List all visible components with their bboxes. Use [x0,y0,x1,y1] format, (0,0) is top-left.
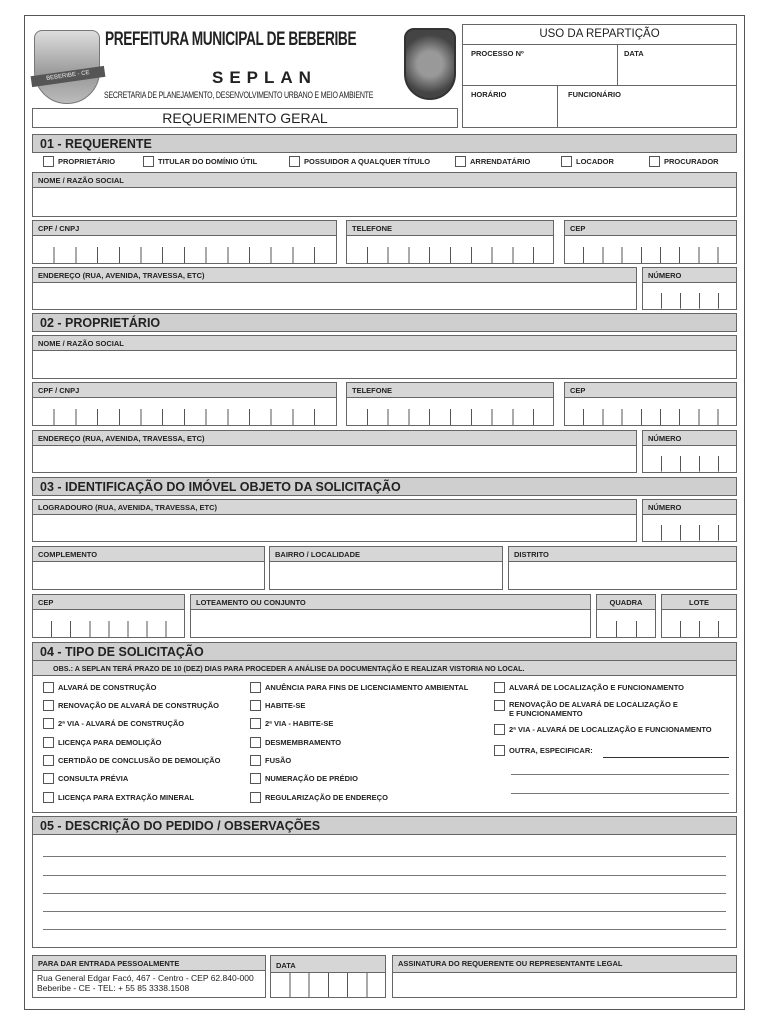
horario-field[interactable]: HORÁRIO [463,86,558,127]
address-line-1: Rua General Edgar Facó, 467 - Centro - CEP 62.840-000 [37,973,254,983]
checkbox-icon[interactable] [561,156,572,167]
s3-complemento-label: COMPLEMENTO [32,546,265,562]
opt-fusao[interactable] [250,755,291,766]
s3-numero-input[interactable] [642,515,737,542]
checkbox-label: ARRENDATÁRIO [470,157,531,166]
checkbox-icon[interactable] [250,792,261,803]
checkbox-icon[interactable] [494,682,505,693]
checkbox-titular[interactable] [143,156,257,167]
checkbox-icon[interactable] [143,156,154,167]
descricao-line [43,856,726,857]
checkbox-icon[interactable] [43,682,54,693]
state-coat-of-arms [404,28,456,100]
checkbox-label: HABITE-SE [265,701,306,710]
s3-quadra-label: QUADRA [596,594,656,610]
checkbox-icon[interactable] [43,156,54,167]
checkbox-icon[interactable] [43,737,54,748]
s2-endereco-input[interactable] [32,446,637,473]
outra-specify-line-2[interactable] [511,774,729,775]
header-org: SEPLAN [212,68,317,87]
entrada-label: PARA DAR ENTRADA PESSOALMENTE [32,955,266,971]
checkbox-label: NUMERAÇÃO DE PRÉDIO [265,774,358,783]
checkbox-label-line2: E FUNCIONAMENTO [509,709,583,718]
s1-endereco-label: ENDEREÇO (RUA, AVENIDA, TRAVESSA, ETC) [32,267,637,283]
descricao-line [43,875,726,876]
checkbox-label: CONSULTA PRÉVIA [58,774,129,783]
checkbox-proprietario[interactable] [43,156,115,167]
checkbox-label: ANUÊNCIA PARA FINS DE LICENCIAMENTO AMBIENTAL [265,683,469,692]
s3-complemento-input[interactable] [32,562,265,590]
s3-logradouro-input[interactable] [32,515,637,542]
s3-logradouro-label: LOGRADOURO (RUA, AVENIDA, TRAVESSA, ETC) [32,499,637,515]
outra-specify-line-1[interactable] [603,757,729,758]
checkbox-label: OUTRA, ESPECIFICAR: [509,746,593,755]
s2-nome-label: NOME / RAZÃO SOCIAL [32,335,737,351]
checkbox-label: DESMEMBRAMENTO [265,738,342,747]
checkbox-icon[interactable] [289,156,300,167]
opt-outra[interactable] [494,745,593,756]
s1-cpf-label: CPF / CNPJ [32,220,337,236]
opt-alvara-localizacao[interactable] [494,682,684,693]
checkbox-icon[interactable] [494,745,505,756]
opt-habite-se[interactable] [250,700,305,711]
checkbox-icon[interactable] [250,737,261,748]
checkbox-label: TITULAR DO DOMÍNIO ÚTIL [158,157,258,166]
office-data-field[interactable]: DATA [618,45,736,86]
checkbox-icon[interactable] [43,718,54,729]
funcionario-field[interactable]: FUNCIONÁRIO [568,90,621,99]
checkbox-label: PROCURADOR [664,157,719,166]
checkbox-icon[interactable] [43,792,54,803]
s1-nome-input[interactable] [32,188,737,217]
office-use-title: USO DA REPARTIÇÃO [463,25,736,45]
s1-cep-label: CEP [564,220,737,236]
checkbox-label: RENOVAÇÃO DE ALVARÁ DE CONSTRUÇÃO [58,701,219,710]
s3-lote-label: LOTE [661,594,737,610]
logo-ribbon: BEBERIBE - CE [31,66,106,87]
section-requerente-header: 01 - REQUERENTE [32,134,737,153]
opt-anuencia-ambiental[interactable] [250,682,468,693]
s4-obs: OBS.: A SEPLAN TERÁ PRAZO DE 10 (DEZ) DIAS PARA PROCEDER A ANÁLISE DA DOCUMENTAÇÃO E REALIZAR VISTORIA NO LOCAL. [32,660,737,676]
assinatura-label: ASSINATURA DO REQUERENTE OU REPRESENTANTE LEGAL [392,955,737,973]
opt-renovacao-alvara-localizacao[interactable] [494,700,678,718]
entrada-address [32,971,266,998]
section-imovel-header: 03 - IDENTIFICAÇÃO DO IMÓVEL OBJETO DA SOLICITAÇÃO [32,477,737,496]
checkbox-label: 2ª VIA - ALVARÁ DE CONSTRUÇÃO [58,719,185,728]
opt-2via-habite-se[interactable] [250,718,333,729]
processo-field[interactable]: PROCESSO Nº [463,45,618,86]
checkbox-label [509,700,678,718]
descricao-line [43,893,726,894]
checkbox-icon[interactable] [649,156,660,167]
opt-regularizacao-endereco[interactable] [250,792,388,803]
s1-cep-input[interactable] [564,236,737,264]
checkbox-label: REGULARIZAÇÃO DE ENDEREÇO [265,793,388,802]
opt-certidao-demolicao[interactable] [43,755,221,766]
opt-2via-alvara-construcao[interactable] [43,718,184,729]
checkbox-icon[interactable] [43,700,54,711]
s3-distrito-input[interactable] [508,562,737,590]
footer-data-input[interactable] [270,973,386,998]
opt-consulta-previa[interactable] [43,773,128,784]
opt-numeracao-predio[interactable] [250,773,358,784]
s3-quadra-input[interactable] [596,610,656,638]
s2-cpf-input[interactable] [32,398,337,426]
section-descricao-header: 05 - DESCRIÇÃO DO PEDIDO / OBSERVAÇÕES [32,816,737,835]
s3-loteamento-label: LOTEAMENTO OU CONJUNTO [190,594,591,610]
descricao-area[interactable] [32,835,737,948]
form-title: REQUERIMENTO GERAL [162,110,328,126]
checkbox-possuidor[interactable] [289,156,430,167]
header-title: PREFEITURA MUNICIPAL DE BEBERIBE [105,29,357,50]
s1-telefone-input[interactable] [346,236,554,264]
section-tipo-header: 04 - TIPO DE SOLICITAÇÃO [32,642,737,661]
s3-lote-input[interactable] [661,610,737,638]
checkbox-label: 2ª VIA - ALVARÁ DE LOCALIZAÇÃO E FUNCIONAMENTO [509,725,712,734]
s1-cpf-input[interactable] [32,236,337,264]
s2-telefone-label: TELEFONE [346,382,554,398]
s3-bairro-input[interactable] [269,562,503,590]
footer-data-label: DATA [270,955,386,973]
checkbox-label: PROPRIETÁRIO [58,157,116,166]
checkbox-icon[interactable] [250,682,261,693]
checkbox-icon[interactable] [455,156,466,167]
s2-telefone-input[interactable] [346,398,554,426]
section-proprietario-header: 02 - PROPRIETÁRIO [32,313,737,332]
checkbox-label: POSSUIDOR A QUALQUER TÍTULO [304,157,431,166]
checkbox-icon[interactable] [494,700,505,711]
s3-numero-label: NÚMERO [642,499,737,515]
s2-endereco-label: ENDEREÇO (RUA, AVENIDA, TRAVESSA, ETC) [32,430,637,446]
s3-distrito-label: DISTRITO [508,546,737,562]
s2-nome-input[interactable] [32,351,737,379]
checkbox-icon[interactable] [250,755,261,766]
checkbox-label: LICENÇA PARA EXTRAÇÃO MINERAL [58,793,194,802]
header-org-full: SECRETARIA DE PLANEJAMENTO, DESENVOLVIMENTO URBANO E MEIO AMBIENTE [104,90,374,101]
s2-numero-input[interactable] [642,446,737,473]
opt-2via-alvara-localizacao[interactable] [494,724,712,735]
office-use-box [462,24,737,128]
s3-loteamento-input[interactable] [190,610,591,638]
checkbox-label: 2ª VIA - HABITE-SE [265,719,334,728]
checkbox-procurador[interactable] [649,156,719,167]
checkbox-icon[interactable] [43,773,54,784]
checkbox-icon[interactable] [43,755,54,766]
s3-cep-label: CEP [32,594,185,610]
checkbox-label: ALVARÁ DE LOCALIZAÇÃO E FUNCIONAMENTO [509,683,684,692]
checkbox-locador[interactable] [561,156,614,167]
s2-numero-label: NÚMERO [642,430,737,446]
municipal-logo [34,30,100,104]
address-line-2: Beberibe - CE - TEL: + 55 85 3338.1508 [37,983,190,993]
s1-telefone-label: TELEFONE [346,220,554,236]
checkbox-label: LOCADOR [576,157,614,166]
assinatura-field[interactable] [392,973,737,998]
s2-cep-input[interactable] [564,398,737,426]
s1-numero-input[interactable] [642,283,737,310]
descricao-line [43,929,726,930]
checkbox-label: FUSÃO [265,756,292,765]
outra-specify-line-3[interactable] [511,793,729,794]
s2-cep-label: CEP [564,382,737,398]
checkbox-icon[interactable] [250,700,261,711]
checkbox-label-line1: RENOVAÇÃO DE ALVARÁ DE LOCALIZAÇÃO E [509,700,678,709]
s1-endereco-input[interactable] [32,283,637,310]
opt-alvara-construcao[interactable] [43,682,156,693]
checkbox-icon[interactable] [250,773,261,784]
checkbox-arrendatario[interactable] [455,156,530,167]
form-title-box [32,108,458,128]
s3-bairro-label: BAIRRO / LOCALIDADE [269,546,503,562]
opt-extracao-mineral[interactable] [43,792,194,803]
s1-numero-label: NÚMERO [642,267,737,283]
checkbox-label: LICENÇA PARA DEMOLIÇÃO [58,738,162,747]
opt-licenca-demolicao[interactable] [43,737,161,748]
s3-cep-input[interactable] [32,610,185,638]
descricao-line [43,911,726,912]
checkbox-icon[interactable] [250,718,261,729]
checkbox-icon[interactable] [494,724,505,735]
opt-desmembramento[interactable] [250,737,341,748]
s2-cpf-label: CPF / CNPJ [32,382,337,398]
checkbox-label: CERTIDÃO DE CONCLUSÃO DE DEMOLIÇÃO [58,756,221,765]
checkbox-label: ALVARÁ DE CONSTRUÇÃO [58,683,157,692]
opt-renovacao-alvara-construcao[interactable] [43,700,219,711]
s1-nome-label: NOME / RAZÃO SOCIAL [32,172,737,188]
